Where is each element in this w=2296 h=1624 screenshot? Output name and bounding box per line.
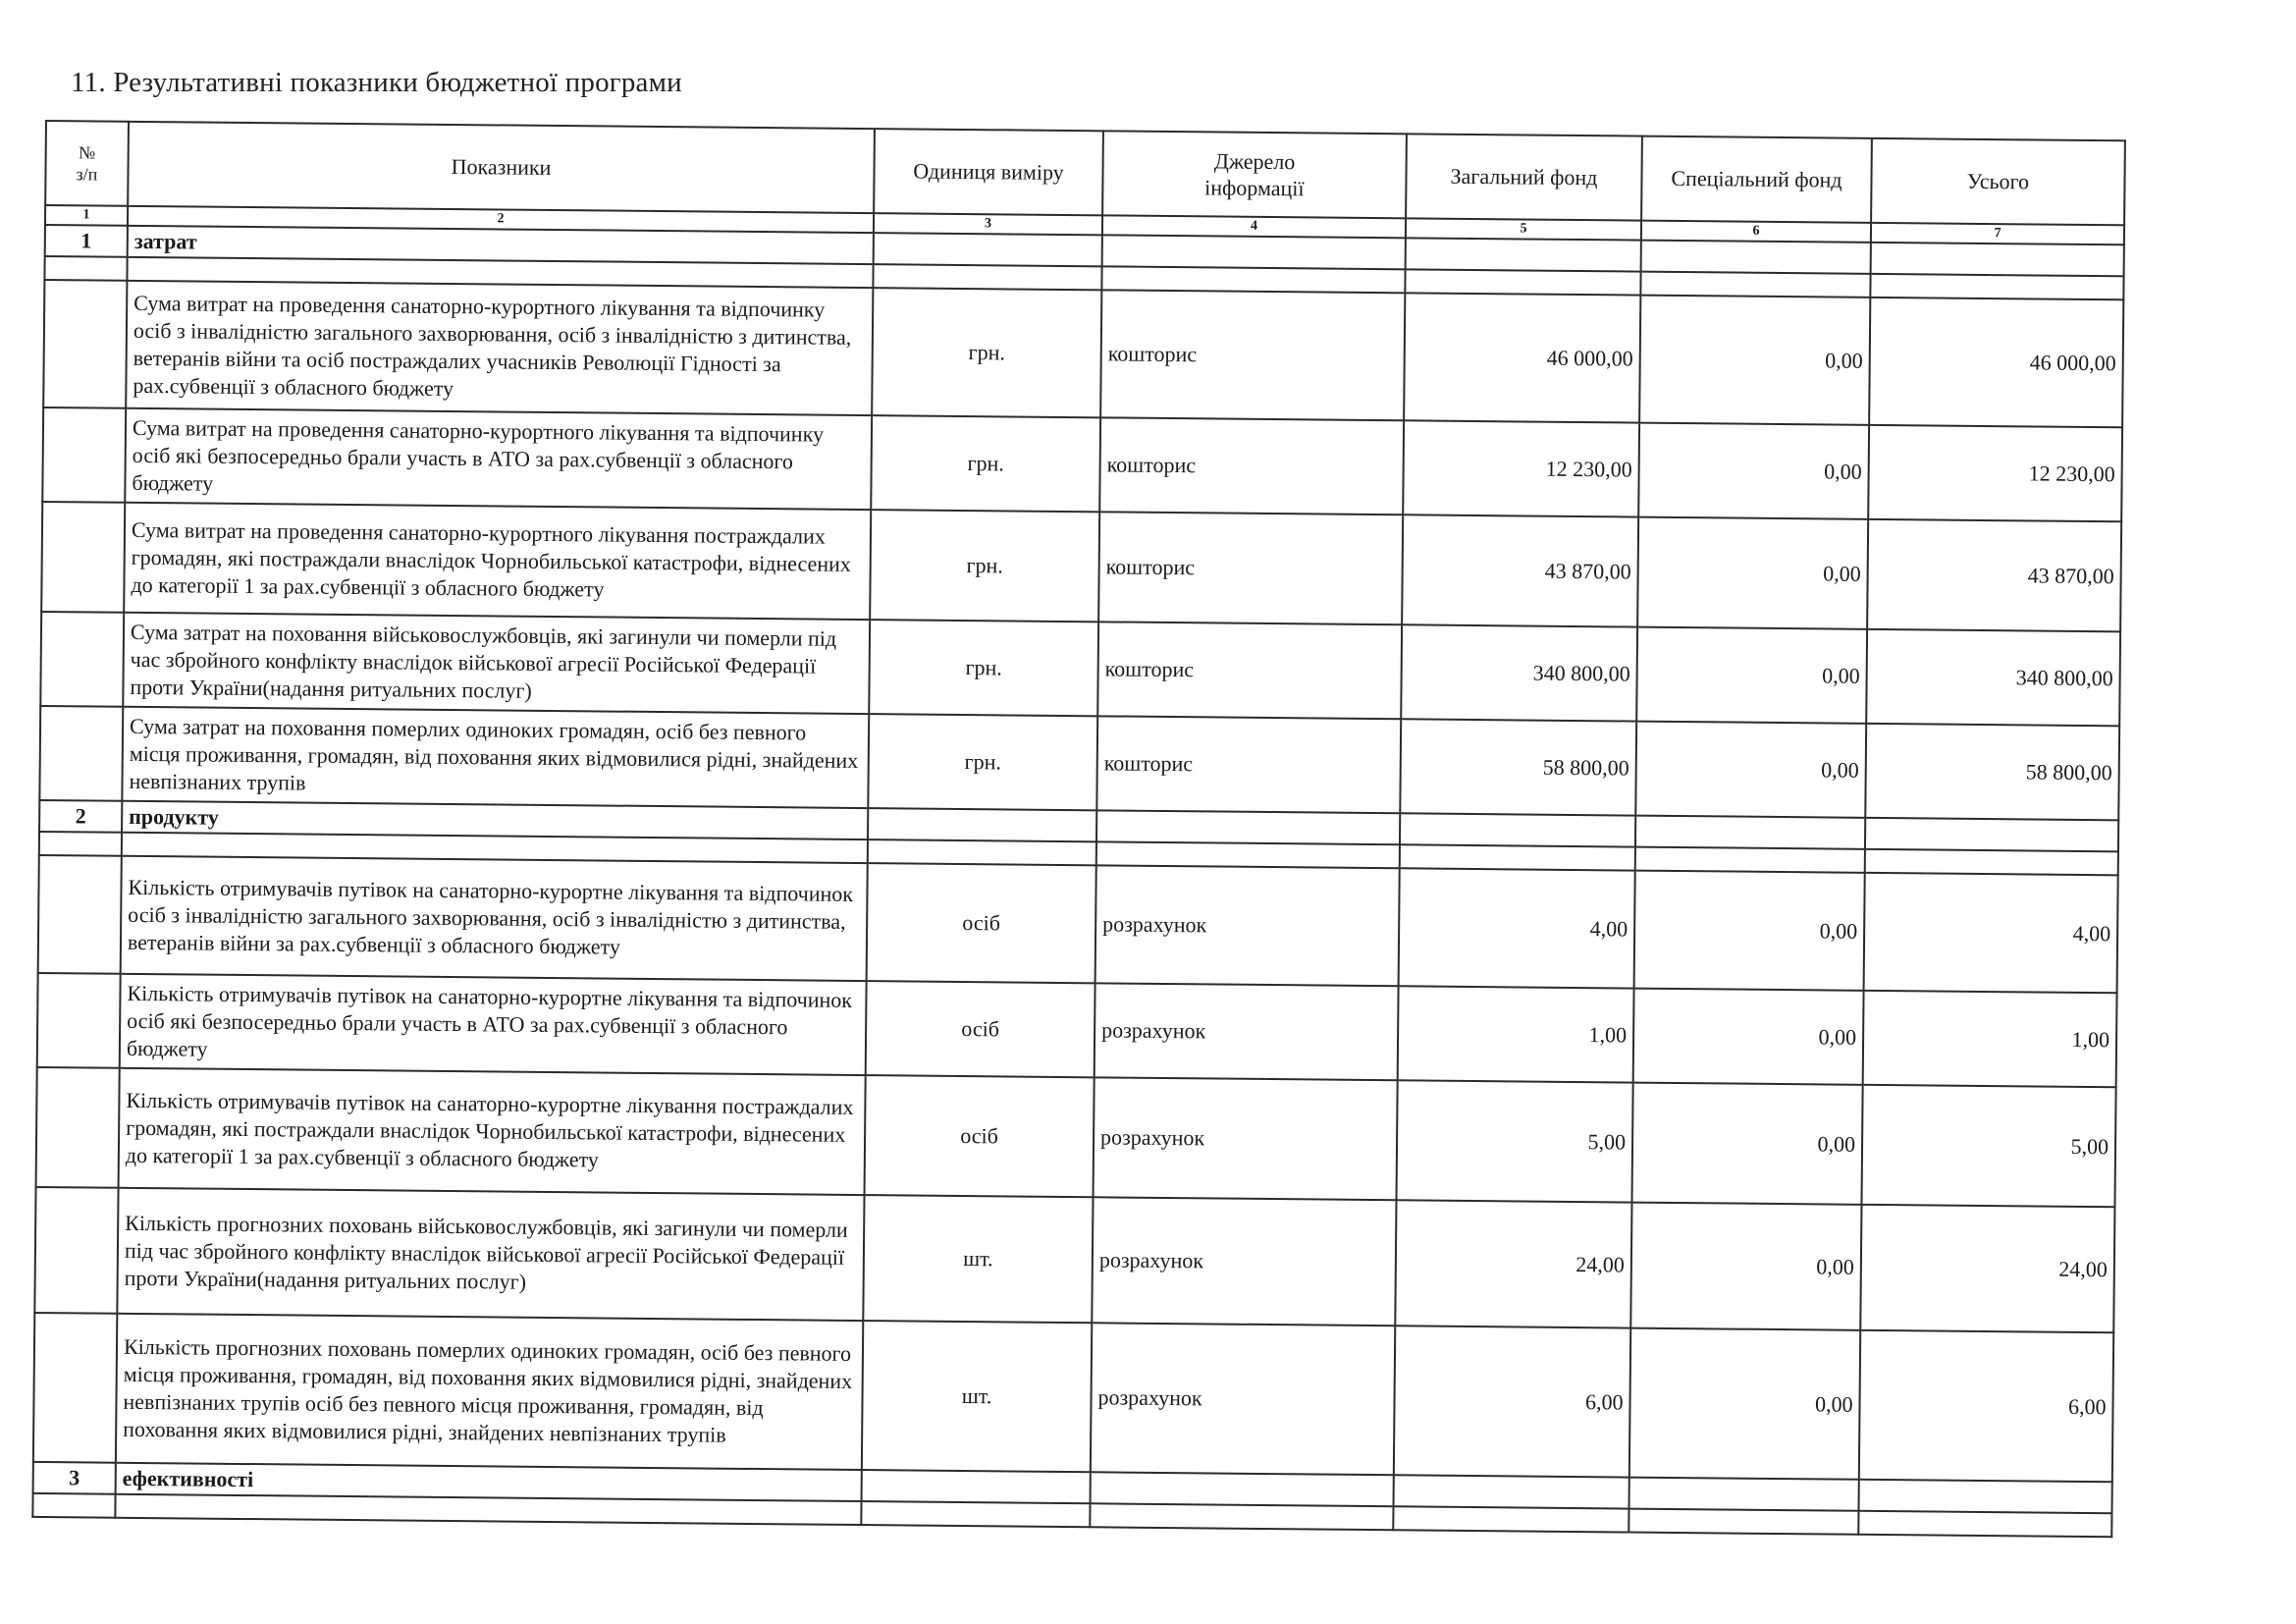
unit-cell: шт.	[862, 1321, 1092, 1472]
header-unit: Одиниця виміру	[874, 129, 1103, 215]
unit-cell: осіб	[867, 863, 1096, 983]
header-source: Джерело інформації	[1102, 131, 1407, 218]
special-fund-cell: 0,00	[1635, 722, 1866, 818]
indicator-description: Сума затрат на поховання військовослужбовців, які загинули чи померли під час збройного конфлікту внаслідок військової агресії Російської Федерації проти України(надання ритуальних послуг)	[123, 613, 870, 714]
column-number: 4	[1102, 215, 1406, 238]
total-cell: 43 870,00	[1867, 519, 2121, 631]
source-cell: кошторис	[1096, 716, 1401, 813]
column-number: 1	[45, 205, 128, 226]
section-number: 2	[39, 800, 122, 833]
source-cell: розрахунок	[1092, 1197, 1396, 1326]
column-number: 2	[128, 206, 874, 233]
section-title: 11. Результативні показники бюджетної програми	[71, 67, 682, 98]
unit-cell: грн.	[871, 415, 1100, 512]
total-cell: 4,00	[1864, 873, 2118, 993]
special-fund-cell: 0,00	[1630, 1203, 1861, 1330]
general-fund-cell: 4,00	[1399, 868, 1635, 988]
indicator-description: Сума витрат на проведення санаторно-курортного лікування та відпочинку осіб з інвалідністю загального захворювання, осіб з інвалідністю з дитинства, ветеранів війни та осіб постраждалих учасників Революції Гідності за рах.субвенції з обласного бюджету	[126, 281, 873, 415]
indicator-description: Кількість прогнозних поховань померлих одиноких громадян, осіб без певного місця проживання, громадян, від поховання яких відмовилися рідні, знайдених невпізнаних трупів осіб без певного місця проживання, громадян, від поховання яких відмовилися рідні, знайдених невпізнаних трупів	[116, 1314, 863, 1470]
source-cell: кошторис	[1097, 622, 1402, 719]
total-cell: 58 800,00	[1865, 724, 2119, 820]
total-cell: 5,00	[1861, 1085, 2115, 1207]
special-fund-cell: 0,00	[1637, 517, 1868, 629]
section-title: продукту	[122, 801, 868, 839]
table-row	[36, 1067, 2116, 1207]
special-fund-cell: 0,00	[1639, 296, 1870, 425]
general-fund-cell: 24,00	[1395, 1200, 1631, 1327]
indicator-description: Кількість отримувачів путівок на санаторно-курортне лікування та відпочинок осіб які безпосередньо брали участь в АТО за рах.субвенції з обласного бюджету	[120, 974, 867, 1075]
table-row	[41, 502, 2121, 631]
source-cell: кошторис	[1099, 417, 1404, 514]
section-number: 1	[45, 225, 128, 257]
unit-cell: грн.	[870, 510, 1099, 622]
indicators-table	[31, 120, 2126, 1538]
indicator-description: Сума витрат на проведення санаторно-курортного лікування постраждалих громадян, які постраждали внаслідок Чорнобильської катастрофи, віднесених до категорії 1 за рах.субвенції з обласного бюджету	[124, 503, 871, 620]
column-number: 6	[1641, 221, 1871, 243]
general-fund-cell: 1,00	[1398, 986, 1634, 1082]
special-fund-cell: 0,00	[1636, 627, 1867, 724]
unit-cell: грн.	[869, 620, 1098, 716]
source-cell: кошторис	[1100, 290, 1405, 420]
source-cell: розрахунок	[1095, 983, 1399, 1080]
section-title: затрат	[128, 226, 874, 264]
header-general-fund: Загальний фонд	[1406, 134, 1642, 220]
special-fund-cell: 0,00	[1634, 871, 1865, 991]
general-fund-cell: 340 800,00	[1401, 624, 1637, 721]
indicators-table-wrapper	[31, 120, 2126, 1538]
special-fund-cell: 0,00	[1638, 423, 1869, 519]
general-fund-cell: 46 000,00	[1404, 293, 1640, 422]
column-number: 5	[1406, 218, 1641, 240]
total-cell: 24,00	[1860, 1205, 2114, 1332]
total-cell: 1,00	[1863, 991, 2117, 1087]
header-special-fund: Спеціальний фонд	[1641, 136, 1872, 223]
total-cell: 340 800,00	[1866, 629, 2120, 726]
special-fund-cell: 0,00	[1629, 1328, 1860, 1480]
unit-cell: грн.	[868, 714, 1097, 810]
special-fund-cell: 0,00	[1631, 1083, 1862, 1205]
total-cell: 12 230,00	[1868, 425, 2122, 521]
unit-cell: осіб	[865, 1075, 1095, 1197]
source-cell: розрахунок	[1091, 1323, 1395, 1475]
table-row	[33, 1313, 2113, 1482]
table-row	[34, 1187, 2114, 1332]
section-number: 3	[33, 1462, 116, 1494]
indicator-description: Сума затрат на поховання померлих одиноких громадян, осіб без певного місця проживання, громадян, від поховання яких відмовилися рідні, знайдених невпізнаних трупів	[122, 707, 869, 808]
special-fund-cell: 0,00	[1633, 989, 1864, 1085]
column-number: 3	[874, 213, 1102, 235]
unit-cell: осіб	[866, 981, 1095, 1077]
section-title: ефективності	[116, 1463, 862, 1501]
indicator-description: Кількість прогнозних поховань військовослужбовців, які загинули чи померли під час збройного конфлікту внаслідок військової агресії Російської Федерації проти України(надання ритуальних послуг)	[117, 1188, 864, 1321]
general-fund-cell: 5,00	[1397, 1080, 1633, 1202]
source-cell: розрахунок	[1094, 1077, 1398, 1200]
column-number: 7	[1871, 223, 2124, 244]
total-cell: 46 000,00	[1869, 298, 2123, 427]
table-row	[43, 280, 2123, 427]
header-indicators: Показники	[128, 122, 875, 213]
general-fund-cell: 12 230,00	[1403, 420, 1639, 516]
general-fund-cell: 43 870,00	[1402, 514, 1638, 626]
indicator-description: Сума витрат на проведення санаторно-курортного лікування та відпочинку осіб які безпосередньо брали участь в АТО за рах.субвенції з обласного бюджету	[125, 408, 872, 510]
unit-cell: шт.	[863, 1195, 1093, 1323]
total-cell: 6,00	[1859, 1330, 2113, 1482]
header-total: Усього	[1871, 138, 2125, 225]
unit-cell: грн.	[872, 288, 1101, 417]
general-fund-cell: 6,00	[1394, 1326, 1630, 1477]
source-cell: кошторис	[1098, 512, 1403, 624]
general-fund-cell: 58 800,00	[1400, 719, 1636, 815]
indicator-description: Кількість отримувачів путівок на санаторно-курортне лікування постраждалих громадян, які постраждали внаслідок Чорнобильської катастрофи, віднесених до категорії 1 за рах.субвенції з обласного бюджету	[119, 1068, 866, 1195]
indicator-description: Кількість отримувачів путівок на санаторно-курортне лікування та відпочинок осіб з інвалідністю загального захворювання, осіб з інвалідністю з дитинства, ветеранів війни за рах.субвенції з обласного бюджету	[121, 856, 868, 981]
table-row	[38, 855, 2118, 993]
source-cell: розрахунок	[1095, 865, 1400, 986]
header-num: № з/п	[45, 121, 129, 206]
